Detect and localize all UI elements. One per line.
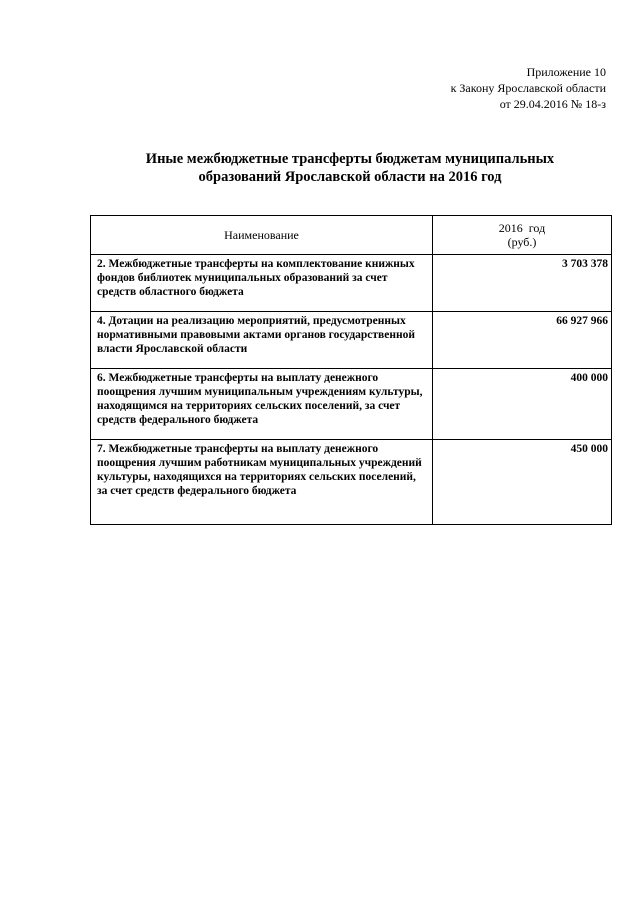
table-row xyxy=(91,440,612,525)
document-title xyxy=(90,150,610,186)
row-value: 450 000 xyxy=(433,440,612,525)
appendix-header xyxy=(451,64,606,112)
appendix-number: Приложение 10 xyxy=(526,65,606,79)
table-row xyxy=(91,369,612,440)
transfers-table xyxy=(90,215,612,525)
table-row xyxy=(91,255,612,312)
row-value: 66 927 966 xyxy=(433,312,612,369)
row-value: 3 703 378 xyxy=(433,255,612,312)
document-title-line-2: образований Ярославской области на 2016 год xyxy=(198,169,502,185)
header-unit: (руб.) xyxy=(507,235,537,249)
header-value xyxy=(433,216,612,255)
appendix-law-date: от 29.04.2016 № 18-з xyxy=(499,97,606,111)
row-name: 2. Межбюджетные трансферты на комплектование книжных фондов библиотек муниципальных образований за счет средств областного бюджета xyxy=(91,255,433,312)
row-name: 7. Межбюджетные трансферты на выплату денежного поощрения лучшим работникам муниципальных учреждений культуры, находящихся на территориях сельских поселений, за счет средств федерального бюджета xyxy=(91,440,433,525)
header-year: 2016 год xyxy=(498,221,546,235)
document-title-line-1: Иные межбюджетные трансферты бюджетам муниципальных xyxy=(145,151,555,167)
row-value: 400 000 xyxy=(433,369,612,440)
row-name: 6. Межбюджетные трансферты на выплату денежного поощрения лучшим муниципальным учреждениям культуры, находящимся на территориях сельских поселений, за счет средств федерального бюджета xyxy=(91,369,433,440)
appendix-law-reference: к Закону Ярославской области xyxy=(450,81,606,95)
table-header-row xyxy=(91,216,612,255)
header-name: Наименование xyxy=(91,216,433,255)
row-name: 4. Дотации на реализацию мероприятий, предусмотренных нормативными правовыми актами органов государственной власти Ярославской области xyxy=(91,312,433,369)
table-row xyxy=(91,312,612,369)
